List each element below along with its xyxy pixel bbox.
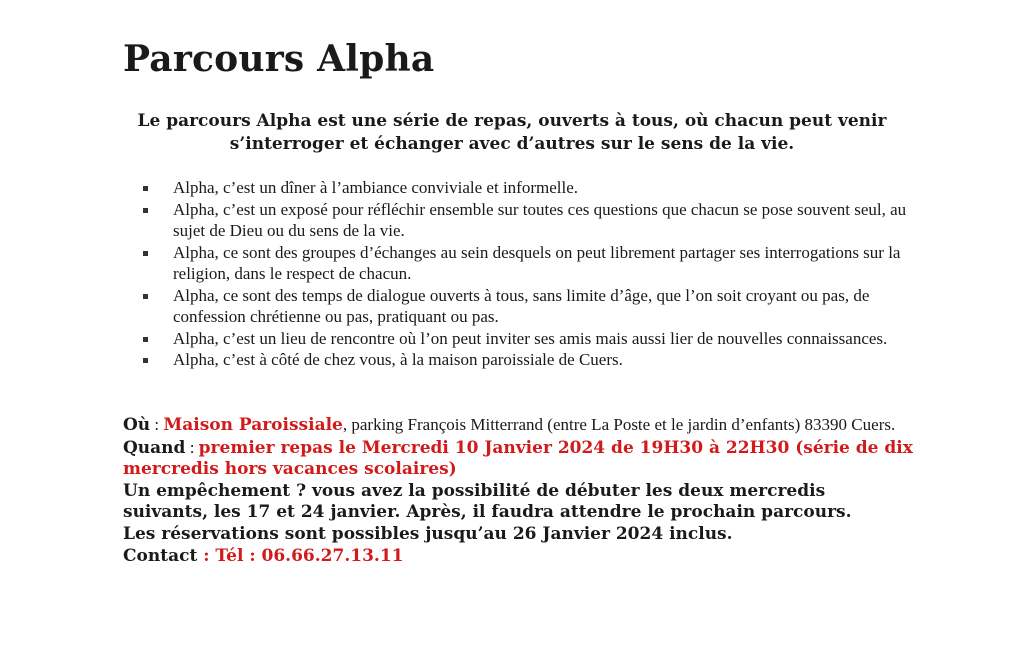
location-details: , parking François Mitterrand (entre La Poste et le jardin d’enfants) 83390 Cuers. <box>342 415 896 434</box>
reservations-text: Les réservations sont possibles jusqu’au 26 Janvier 2024 inclus. <box>123 523 733 544</box>
contact-line <box>123 546 913 568</box>
feature-list <box>140 177 910 371</box>
bullet-icon <box>143 186 148 191</box>
page-title: Parcours Alpha <box>123 38 435 80</box>
bullet-icon <box>143 337 148 342</box>
list-item: Alpha, c’est un exposé pour réfléchir ensemble sur toutes ces questions que chacun se pose souvent seul, au sujet de Dieu ou du sens de la vie. <box>140 199 910 242</box>
event-info <box>123 414 913 567</box>
notice-text: Un empêchement ? vous avez la possibilité de débuter les deux mercredis suivants, les 17 et 24 janvier. Après, il faudra attendre le prochain parcours. <box>123 480 852 523</box>
contact-phone: : Tél : 06.66.27.13.11 <box>197 545 404 566</box>
bullet-icon <box>143 358 148 363</box>
list-item: Alpha, ce sont des temps de dialogue ouverts à tous, sans limite d’âge, que l’on soit croyant ou pas, de confession chrétienne ou pas, pratiquant ou pas. <box>140 285 910 328</box>
location-line: Où : Maison Paroissiale, parking François Mitterrand (entre La Poste et le jardin d’enfants) 83390 Cuers. <box>123 415 896 435</box>
date-text: premier repas le Mercredi 10 Janvier 2024 de 19H30 à 22H30 (série de dix mercredis hors vacances scolaires) <box>123 437 913 480</box>
list-item: Alpha, c’est à côté de chez vous, à la maison paroissiale de Cuers. <box>140 349 910 371</box>
list-item: Alpha, c’est un lieu de rencontre où l’on peut inviter ses amis mais aussi lier de nouvelles connaissances. <box>140 328 910 350</box>
date-line: Quand : premier repas le Mercredi 10 Janvier 2024 de 19H30 à 22H30 (série de dix mercredis hors vacances scolaires) <box>123 437 913 480</box>
location-place: Maison Paroissiale <box>163 415 343 435</box>
bullet-icon <box>143 251 148 256</box>
intro-paragraph: Le parcours Alpha est une série de repas, ouverts à tous, où chacun peut venir s’interroger et échanger avec d’autres sur le sens de la vie. <box>137 111 887 154</box>
bullet-icon <box>143 294 148 299</box>
list-item: Alpha, c’est un dîner à l’ambiance conviviale et informelle. <box>140 177 910 199</box>
list-item: Alpha, ce sont des groupes d’échanges au sein desquels on peut librement partager ses interrogations sur la religion, dans le respect de chacun. <box>140 242 910 285</box>
contact-label: Contact <box>123 545 198 566</box>
bullet-icon <box>143 208 148 213</box>
location-label: Où <box>123 415 151 435</box>
date-label: Quand <box>123 437 186 458</box>
